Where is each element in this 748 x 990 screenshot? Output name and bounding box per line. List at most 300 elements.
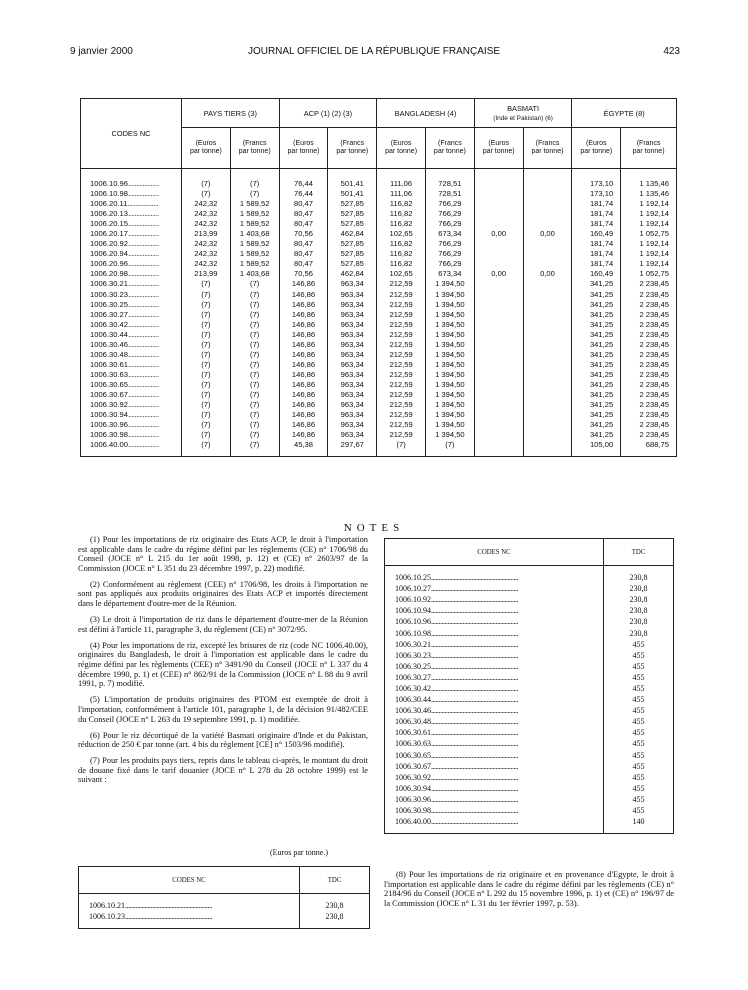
tdc-code-cell: 1006.30.92..........................................................	[385, 772, 604, 783]
nc-code-cell: 1006.30.67...................	[81, 390, 182, 400]
value-cell: 212,59	[377, 370, 426, 380]
value-cell: (7)	[182, 400, 231, 410]
value-cell	[474, 320, 523, 330]
nc-code-cell: 1006.20.92...................	[81, 239, 182, 249]
unit-header-francs: (Francs par tonne)	[328, 128, 377, 169]
tdc-code-cell: 1006.30.65..........................................................	[385, 750, 604, 761]
group-header-egypte: ÉGYPTE (8)	[572, 99, 677, 128]
value-cell: 766,29	[425, 259, 474, 269]
value-cell: 2 238,45	[621, 310, 677, 320]
value-cell: 1 052,75	[621, 269, 677, 279]
tdc-value-cell: 455	[604, 805, 674, 816]
unit-header-euros: (Euros par tonne)	[182, 128, 231, 169]
value-cell: 341,25	[572, 279, 621, 289]
table-row	[81, 390, 677, 400]
table-row	[81, 249, 677, 259]
table-row	[81, 300, 677, 310]
nc-code-cell: 1006.30.65...................	[81, 380, 182, 390]
nc-code-cell: 1006.30.27...................	[81, 310, 182, 320]
value-cell: (7)	[182, 440, 231, 457]
tdc-value-cell: 455	[604, 683, 674, 694]
value-cell: 2 238,45	[621, 390, 677, 400]
tdc-value-cell: 455	[604, 727, 674, 738]
value-cell: 2 238,45	[621, 350, 677, 360]
value-cell: 341,25	[572, 320, 621, 330]
value-cell: (7)	[230, 420, 279, 430]
value-cell: 0,00	[523, 269, 572, 279]
value-cell: 1 394,50	[425, 320, 474, 330]
table-row	[81, 380, 677, 390]
tdc-row	[385, 594, 674, 605]
value-cell: 212,59	[377, 390, 426, 400]
value-cell: 2 238,45	[621, 400, 677, 410]
value-cell: 146,86	[279, 360, 328, 370]
value-cell: 146,86	[279, 400, 328, 410]
tdc-row	[385, 627, 674, 638]
value-cell: 146,86	[279, 320, 328, 330]
unit-header-euros: (Euros par tonne)	[572, 128, 621, 169]
value-cell	[523, 390, 572, 400]
tdc-value-cell: 455	[604, 639, 674, 650]
value-cell: 146,86	[279, 380, 328, 390]
table-row	[81, 290, 677, 300]
note-1: (1) Pour les importations de riz originaire des Etats ACP, le droit à l'importation est applicable dans le cadre du régime défini par les règlements (CE) n° 1706/98 du Conseil (JOCE n° L 215 du 1er août 1998, p. 12) et (CE) n° 2603/97 de la Commission (JOCE n° L 351 du 23 décembre 1997, p. 22) modifié.	[78, 535, 368, 573]
tdc-row	[385, 572, 674, 583]
tdc-code-cell: 1006.30.23..........................................................	[385, 650, 604, 661]
value-cell: (7)	[230, 390, 279, 400]
value-cell: 0,00	[523, 229, 572, 239]
value-cell	[474, 350, 523, 360]
tdc-row	[385, 805, 674, 816]
nc-code-cell: 1006.30.61...................	[81, 360, 182, 370]
value-cell: 1 192,14	[621, 249, 677, 259]
value-cell	[523, 430, 572, 440]
value-cell	[523, 400, 572, 410]
tdc-value-cell: 455	[604, 650, 674, 661]
value-cell: 146,86	[279, 340, 328, 350]
value-cell	[474, 310, 523, 320]
value-cell: (7)	[230, 360, 279, 370]
value-cell	[474, 360, 523, 370]
value-cell	[474, 400, 523, 410]
value-cell: 1 589,52	[230, 259, 279, 269]
value-cell: 341,25	[572, 360, 621, 370]
value-cell: 501,41	[328, 169, 377, 190]
value-cell: (7)	[182, 310, 231, 320]
value-cell: (7)	[230, 400, 279, 410]
tdc-row	[385, 683, 674, 694]
table-row	[81, 209, 677, 219]
value-cell: (7)	[230, 380, 279, 390]
value-cell: 146,86	[279, 430, 328, 440]
value-cell: 160,49	[572, 269, 621, 279]
value-cell: 1 394,50	[425, 300, 474, 310]
value-cell: 80,47	[279, 209, 328, 219]
value-cell: 146,86	[279, 420, 328, 430]
value-cell	[474, 199, 523, 209]
tdc-code-cell: 1006.30.42..........................................................	[385, 683, 604, 694]
value-cell: 963,34	[328, 320, 377, 330]
value-cell: 341,25	[572, 310, 621, 320]
note-8: (8) Pour les importations de riz originaire et en provenance d'Egypte, le droit à l'importation est applicable dans le cadre du régime défini par les règlements (CE) n° 2184/96 du Conseil (JOCE n° L 292 du 15 novembre 1996, p. 1) et (CE) n° 196/97 de la Commission (JOCE n° L 31 du 1er février 1997, p. 53).	[384, 870, 674, 908]
value-cell	[523, 189, 572, 199]
nc-code-cell: 1006.30.96...................	[81, 420, 182, 430]
value-cell: 963,34	[328, 350, 377, 360]
unit-header-francs: (Francs par tonne)	[425, 128, 474, 169]
table-row	[81, 410, 677, 420]
tdc-row	[385, 727, 674, 738]
value-cell: 341,25	[572, 400, 621, 410]
nc-code-cell: 1006.20.94...................	[81, 249, 182, 259]
tdc-value-cell: 455	[604, 738, 674, 749]
unit-header-euros: (Euros par tonne)	[474, 128, 523, 169]
unit-header-euros: (Euros par tonne)	[377, 128, 426, 169]
tdc-value-cell: 230,8	[300, 900, 370, 911]
value-cell: 102,65	[377, 269, 426, 279]
value-cell: 146,86	[279, 330, 328, 340]
tdc-row	[385, 694, 674, 705]
value-cell: 341,25	[572, 420, 621, 430]
table-row	[81, 420, 677, 430]
value-cell: 963,34	[328, 420, 377, 430]
value-cell: 212,59	[377, 430, 426, 440]
value-cell: 102,65	[377, 229, 426, 239]
value-cell: 766,29	[425, 219, 474, 229]
notes-title: NOTES	[343, 522, 405, 534]
group-header-basmati: BASMATI (Inde et Pakistan) (6)	[474, 99, 572, 128]
value-cell: 1 394,50	[425, 380, 474, 390]
value-cell: 527,85	[328, 259, 377, 269]
value-cell: 527,85	[328, 219, 377, 229]
value-cell	[474, 420, 523, 430]
tdc-row	[385, 716, 674, 727]
tdc-value-cell: 140	[604, 816, 674, 827]
tdc-code-cell: 1006.10.94..........................................................	[385, 605, 604, 616]
value-cell: (7)	[182, 390, 231, 400]
value-cell: 1 394,50	[425, 290, 474, 300]
unit-header-francs: (Francs par tonne)	[230, 128, 279, 169]
value-cell: (7)	[182, 169, 231, 190]
value-cell: (7)	[230, 330, 279, 340]
value-cell: 70,56	[279, 269, 328, 279]
value-cell: 2 238,45	[621, 370, 677, 380]
tdc-code-cell: 1006.30.27..........................................................	[385, 672, 604, 683]
note-2: (2) Conformément au règlement (CEE) n° 1706/98, les droits à l'importation ne sont pas appliqués aux produits originaires des Etats ACP et importés directement dans le département d'outre-mer de la Réunion.	[78, 579, 368, 609]
tdc-code-cell: 1006.10.27..........................................................	[385, 583, 604, 594]
value-cell: 2 238,45	[621, 380, 677, 390]
value-cell: 80,47	[279, 239, 328, 249]
tdc-value-cell: 230,8	[604, 605, 674, 616]
value-cell: 181,74	[572, 259, 621, 269]
value-cell: 963,34	[328, 300, 377, 310]
table-row	[81, 199, 677, 209]
value-cell: 116,82	[377, 249, 426, 259]
tdc-value-cell: 230,8	[604, 627, 674, 638]
tdc-row	[385, 583, 674, 594]
value-cell: (7)	[182, 340, 231, 350]
value-cell: 297,67	[328, 440, 377, 457]
value-cell: 963,34	[328, 279, 377, 289]
value-cell: 116,82	[377, 239, 426, 249]
table-row	[81, 430, 677, 440]
group-header-pays-tiers: PAYS TIERS (3)	[182, 99, 280, 128]
nc-code-cell: 1006.40.00...................	[81, 440, 182, 457]
value-cell: 341,25	[572, 390, 621, 400]
value-cell: 80,47	[279, 199, 328, 209]
tdc-row	[385, 661, 674, 672]
tdc-value-cell: 230,8	[604, 594, 674, 605]
value-cell: (7)	[182, 370, 231, 380]
tdc-row	[385, 750, 674, 761]
value-cell: 462,84	[328, 229, 377, 239]
table-row	[81, 400, 677, 410]
value-cell: 242,32	[182, 199, 231, 209]
value-cell: 212,59	[377, 320, 426, 330]
value-cell: 181,74	[572, 209, 621, 219]
value-cell	[474, 169, 523, 190]
tdc-value-cell: 230,8	[604, 616, 674, 627]
value-cell: 2 238,45	[621, 279, 677, 289]
value-cell: 1 394,50	[425, 410, 474, 420]
value-cell: 766,29	[425, 199, 474, 209]
value-cell: 213,99	[182, 229, 231, 239]
table-row	[81, 189, 677, 199]
tdc-row	[79, 911, 370, 922]
value-cell: (7)	[182, 320, 231, 330]
value-cell: 501,41	[328, 189, 377, 199]
value-cell: 1 403,68	[230, 269, 279, 279]
value-cell: 963,34	[328, 380, 377, 390]
value-cell	[523, 320, 572, 330]
value-cell: 1 394,50	[425, 340, 474, 350]
table-row	[81, 239, 677, 249]
nc-code-cell: 1006.20.98...................	[81, 269, 182, 279]
tdc-row	[385, 616, 674, 627]
tdc-row	[385, 816, 674, 827]
value-cell: 242,32	[182, 219, 231, 229]
value-cell	[523, 249, 572, 259]
value-cell: 70,56	[279, 229, 328, 239]
value-cell: 2 238,45	[621, 320, 677, 330]
value-cell: 0,00	[474, 229, 523, 239]
value-cell: (7)	[230, 410, 279, 420]
value-cell: 2 238,45	[621, 330, 677, 340]
value-cell: 1 589,52	[230, 199, 279, 209]
value-cell: 527,85	[328, 239, 377, 249]
value-cell: (7)	[182, 279, 231, 289]
value-cell	[523, 219, 572, 229]
tdc-code-cell: 1006.10.23..........................................................	[79, 911, 300, 922]
value-cell: 76,44	[279, 169, 328, 190]
value-cell: (7)	[230, 290, 279, 300]
tdc-value-cell: 455	[604, 772, 674, 783]
value-cell: 45,38	[279, 440, 328, 457]
tdc-value-cell: 230,8	[300, 911, 370, 922]
value-cell: (7)	[230, 300, 279, 310]
table-row	[81, 320, 677, 330]
nc-code-cell: 1006.30.23...................	[81, 290, 182, 300]
value-cell: (7)	[182, 420, 231, 430]
nc-code-cell: 1006.20.11...................	[81, 199, 182, 209]
value-cell: 146,86	[279, 390, 328, 400]
value-cell: 1 394,50	[425, 370, 474, 380]
tdc-right-codes-header: CODES NC	[385, 539, 604, 566]
note-4: (4) Pour les importations de riz, excepté les brisures de riz (code NC 1006.40.00), originaires du Bangladesh, le droit à l'importation est applicable dans le cadre du régime défini par les règlements (CEE) n° 3491/90 du Conseil (JOCE n° L 337 du 4 décembre 1990, p. 1) et (CEE) n° 862/91 de la Commission (JOCE n° L 88 du 9 avril 1991, p. 7) modifié.	[78, 640, 368, 689]
value-cell: 212,59	[377, 279, 426, 289]
value-cell: (7)	[182, 430, 231, 440]
value-cell: 1 052,75	[621, 229, 677, 239]
value-cell: 0,00	[474, 269, 523, 279]
tdc-code-cell: 1006.30.98..........................................................	[385, 805, 604, 816]
value-cell: (7)	[230, 340, 279, 350]
value-cell: (7)	[230, 189, 279, 199]
tdc-code-cell: 1006.30.25..........................................................	[385, 661, 604, 672]
value-cell: 1 403,68	[230, 229, 279, 239]
value-cell: 212,59	[377, 360, 426, 370]
value-cell: 2 238,45	[621, 360, 677, 370]
tdc-code-cell: 1006.10.98..........................................................	[385, 627, 604, 638]
value-cell: 1 589,52	[230, 239, 279, 249]
nc-code-cell: 1006.30.46...................	[81, 340, 182, 350]
tdc-value-cell: 230,8	[604, 583, 674, 594]
value-cell: 963,34	[328, 340, 377, 350]
tdc-row	[385, 772, 674, 783]
value-cell: 1 589,52	[230, 219, 279, 229]
tdc-row	[385, 761, 674, 772]
value-cell: 1 192,14	[621, 199, 677, 209]
value-cell: 963,34	[328, 430, 377, 440]
tdc-code-cell: 1006.30.67..........................................................	[385, 761, 604, 772]
value-cell: 766,29	[425, 249, 474, 259]
nc-code-cell: 1006.10.98...................	[81, 189, 182, 199]
nc-code-cell: 1006.20.17...................	[81, 229, 182, 239]
value-cell: 146,86	[279, 410, 328, 420]
tdc-code-cell: 1006.10.92..........................................................	[385, 594, 604, 605]
value-cell: 341,25	[572, 370, 621, 380]
value-cell: 1 135,46	[621, 189, 677, 199]
tdc-value-cell: 455	[604, 672, 674, 683]
group-header-bangladesh: BANGLADESH (4)	[377, 99, 475, 128]
tdc-value-cell: 455	[604, 794, 674, 805]
value-cell: 181,74	[572, 239, 621, 249]
value-cell: 212,59	[377, 350, 426, 360]
unit-note: (Euros par tonne.)	[270, 848, 328, 857]
value-cell: 963,34	[328, 410, 377, 420]
tdc-code-cell: 1006.10.21..........................................................	[79, 900, 300, 911]
value-cell: 76,44	[279, 189, 328, 199]
value-cell	[474, 259, 523, 269]
value-cell: 116,82	[377, 219, 426, 229]
tdc-value-cell: 455	[604, 716, 674, 727]
value-cell	[523, 239, 572, 249]
value-cell: 1 394,50	[425, 350, 474, 360]
page-number: 423	[663, 46, 680, 57]
value-cell: 963,34	[328, 310, 377, 320]
value-cell	[474, 370, 523, 380]
tdc-code-cell: 1006.30.46..........................................................	[385, 705, 604, 716]
group-header-acp: ACP (1) (2) (3)	[279, 99, 377, 128]
value-cell	[474, 249, 523, 259]
value-cell: 2 238,45	[621, 410, 677, 420]
value-cell: (7)	[182, 330, 231, 340]
value-cell: 1 192,14	[621, 259, 677, 269]
tdc-right-tdc-header: TDC	[604, 539, 674, 566]
value-cell: 212,59	[377, 330, 426, 340]
value-cell: 963,34	[328, 390, 377, 400]
table-row	[81, 370, 677, 380]
value-cell: 80,47	[279, 219, 328, 229]
value-cell: 462,84	[328, 269, 377, 279]
note-8-block	[384, 870, 674, 908]
nc-code-cell: 1006.30.63...................	[81, 370, 182, 380]
tdc-value-cell: 455	[604, 750, 674, 761]
table-row	[81, 219, 677, 229]
unit-header-euros: (Euros par tonne)	[279, 128, 328, 169]
table-row	[81, 229, 677, 239]
value-cell	[474, 219, 523, 229]
tdc-row	[385, 672, 674, 683]
value-cell: 105,00	[572, 440, 621, 457]
value-cell: (7)	[182, 350, 231, 360]
tdc-code-cell: 1006.10.25..........................................................	[385, 572, 604, 583]
value-cell: 181,74	[572, 249, 621, 259]
tdc-value-cell: 455	[604, 761, 674, 772]
note-7: (7) Pour les produits pays tiers, repris dans le tableau ci-après, le montant du droit de douane fixé dans le tarif douanier (JOCE n° L 278 du 28 octobre 1999) est le suivant :	[78, 756, 368, 785]
table-row	[81, 169, 677, 190]
tdc-row	[385, 605, 674, 616]
tdc-value-cell: 455	[604, 783, 674, 794]
value-cell: 212,59	[377, 300, 426, 310]
unit-header-francs: (Francs par tonne)	[523, 128, 572, 169]
value-cell: 212,59	[377, 400, 426, 410]
value-cell: 1 394,50	[425, 279, 474, 289]
value-cell: 1 394,50	[425, 360, 474, 370]
value-cell: (7)	[182, 360, 231, 370]
table-row	[81, 259, 677, 269]
value-cell	[523, 330, 572, 340]
value-cell: 341,25	[572, 300, 621, 310]
value-cell: (7)	[182, 189, 231, 199]
value-cell: 963,34	[328, 400, 377, 410]
value-cell	[523, 209, 572, 219]
value-cell: 1 135,46	[621, 169, 677, 190]
value-cell	[523, 199, 572, 209]
value-cell: 527,85	[328, 249, 377, 259]
value-cell	[523, 169, 572, 190]
tdc-row	[385, 650, 674, 661]
nc-code-cell: 1006.30.25...................	[81, 300, 182, 310]
value-cell	[523, 259, 572, 269]
value-cell: 146,86	[279, 279, 328, 289]
value-cell: 728,51	[425, 169, 474, 190]
value-cell: 673,34	[425, 229, 474, 239]
tdc-code-cell: 1006.30.96..........................................................	[385, 794, 604, 805]
nc-code-cell: 1006.30.44...................	[81, 330, 182, 340]
nc-code-cell: 1006.30.98...................	[81, 430, 182, 440]
tdc-row	[385, 639, 674, 650]
nc-code-cell: 1006.20.15...................	[81, 219, 182, 229]
value-cell: 116,82	[377, 209, 426, 219]
tdc-code-cell: 1006.30.44..........................................................	[385, 694, 604, 705]
tdc-value-cell: 230,8	[604, 572, 674, 583]
value-cell: 1 394,50	[425, 430, 474, 440]
nc-code-cell: 1006.10.96...................	[81, 169, 182, 190]
tdc-value-cell: 455	[604, 705, 674, 716]
value-cell	[474, 189, 523, 199]
value-cell: 212,59	[377, 340, 426, 350]
tdc-row	[385, 705, 674, 716]
nc-code-cell: 1006.30.42...................	[81, 320, 182, 330]
